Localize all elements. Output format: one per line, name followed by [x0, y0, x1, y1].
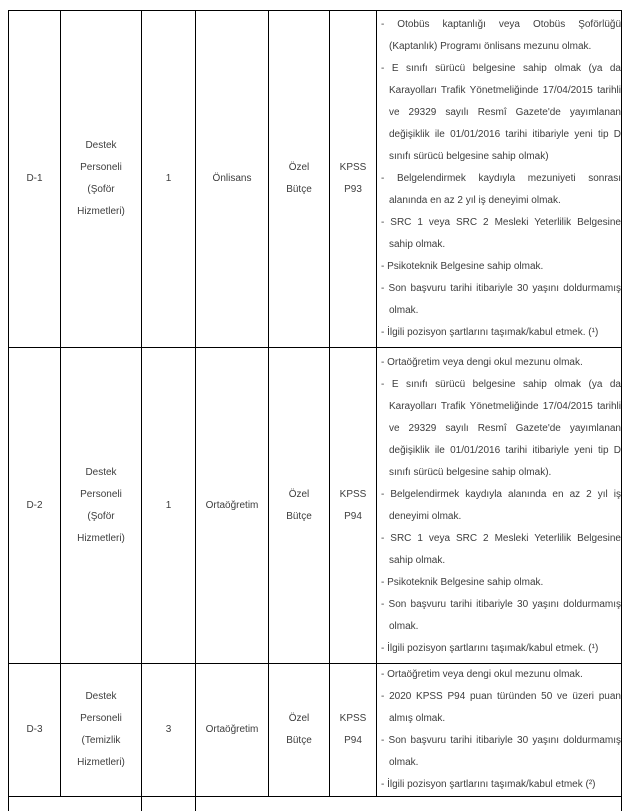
position-line: (Şoför — [61, 179, 141, 201]
position-line: (Temizlik — [61, 730, 141, 752]
education-cell: Ortaöğretim — [196, 348, 269, 664]
requirement-item: - Psikoteknik Belgesine sahip olmak. — [377, 256, 621, 278]
position-line: Hizmetleri) — [61, 201, 141, 223]
requirement-item: - Otobüs kaptanlığı veya Otobüs Şoförlüğü (Kaptanlık) Programı önlisans mezunu olmak. — [377, 14, 621, 58]
requirements-cell — [377, 11, 622, 348]
position-cell — [61, 11, 142, 348]
code-cell: D-2 — [9, 348, 61, 664]
requirement-item: - Ortaöğretim veya dengi okul mezunu olmak. — [377, 664, 621, 686]
kpss-cell — [330, 664, 377, 797]
position-line: Personeli — [61, 708, 141, 730]
code-cell: D-1 — [9, 11, 61, 348]
position-line: Destek — [61, 462, 141, 484]
requirement-item: - Son başvuru tarihi itibariyle 30 yaşını doldurmamış olmak. — [377, 278, 621, 322]
budget-cell — [269, 11, 330, 348]
education-cell: Ortaöğretim — [196, 664, 269, 797]
count-cell: 3 — [142, 664, 196, 797]
education-cell: Önlisans — [196, 11, 269, 348]
requirements-cell — [377, 348, 622, 664]
position-line: Hizmetleri) — [61, 528, 141, 550]
kpss-line: P94 — [330, 730, 376, 752]
requirement-item: - Belgelendirmek kaydıyla alanında en az 2 yıl iş deneyimi olmak. — [377, 484, 621, 528]
requirement-item: - Son başvuru tarihi itibariyle 30 yaşını doldurmamış olmak. — [377, 730, 621, 774]
budget-line: Özel — [269, 708, 329, 730]
position-cell — [61, 664, 142, 797]
budget-cell — [269, 348, 330, 664]
requirement-item: - İlgili pozisyon şartlarını taşımak/kabul etmek. (¹) — [377, 638, 621, 660]
budget-line: Özel — [269, 157, 329, 179]
requirement-item: - İlgili pozisyon şartlarını taşımak/kabul etmek (²) — [377, 774, 621, 796]
kpss-line: KPSS — [330, 708, 376, 730]
requirements-cell — [377, 664, 622, 797]
table-row-d2 — [9, 348, 622, 664]
requirement-item: - SRC 1 veya SRC 2 Mesleki Yeterlilik Belgesine sahip olmak. — [377, 528, 621, 572]
kpss-line: P94 — [330, 506, 376, 528]
kpss-line: KPSS — [330, 157, 376, 179]
code-cell: D-3 — [9, 664, 61, 797]
requirement-item: - 2020 KPSS P94 puan türünden 50 ve üzeri puan almış olmak. — [377, 686, 621, 730]
requirement-item: - E sınıfı sürücü belgesine sahip olmak (ya da Karayolları Trafik Yönetmeliğinde 17/04/2015 tarihli ve 29329 sayılı Resmî Gazete'de yayımlanan değişiklik ile 01/01/2016 tarihi itibariyle yeni tip D sınıfı sürücü belgesine sahip olmak). — [377, 374, 621, 484]
position-line: (Şoför — [61, 506, 141, 528]
requirement-item: - Psikoteknik Belgesine sahip olmak. — [377, 572, 621, 594]
position-line: Personeli — [61, 157, 141, 179]
budget-line: Bütçe — [269, 730, 329, 752]
budget-line: Özel — [269, 484, 329, 506]
count-cell: 1 — [142, 348, 196, 664]
budget-line: Bütçe — [269, 179, 329, 201]
positions-table — [8, 10, 622, 811]
requirement-item: - İlgili pozisyon şartlarını taşımak/kabul etmek. (¹) — [377, 322, 621, 344]
position-line: Personeli — [61, 484, 141, 506]
requirement-item: - E sınıfı sürücü belgesine sahip olmak (ya da Karayolları Trafik Yönetmeliğinde 17/04/2015 tarihli ve 29329 sayılı Resmî Gazete'de yayımlanan değişiklik ile 01/01/2016 tarihi itibariyle yeni tip D sınıfı sürücü belgesine sahip olmak) — [377, 58, 621, 168]
requirement-item: - Belgelendirmek kaydıyla mezuniyeti sonrası alanında en az 2 yıl iş deneyimi olmak. — [377, 168, 621, 212]
requirement-item: - Ortaöğretim veya dengi okul mezunu olmak. — [377, 352, 621, 374]
table-row-d1 — [9, 11, 622, 348]
partial-cell — [142, 797, 196, 811]
kpss-line: KPSS — [330, 484, 376, 506]
kpss-line: P93 — [330, 179, 376, 201]
count-cell: 1 — [142, 11, 196, 348]
position-line: Destek — [61, 135, 141, 157]
next-row-partial — [9, 797, 622, 811]
requirement-item: - SRC 1 veya SRC 2 Mesleki Yeterlilik Belgesine sahip olmak. — [377, 212, 621, 256]
kpss-cell — [330, 348, 377, 664]
budget-line: Bütçe — [269, 506, 329, 528]
kpss-cell — [330, 11, 377, 348]
position-line: Hizmetleri) — [61, 752, 141, 774]
position-line: Destek — [61, 686, 141, 708]
table-row-d3 — [9, 664, 622, 797]
position-cell — [61, 348, 142, 664]
requirement-item: - Son başvuru tarihi itibariyle 30 yaşını doldurmamış olmak. — [377, 594, 621, 638]
partial-cell — [9, 797, 142, 811]
budget-cell — [269, 664, 330, 797]
partial-cell — [196, 797, 622, 811]
